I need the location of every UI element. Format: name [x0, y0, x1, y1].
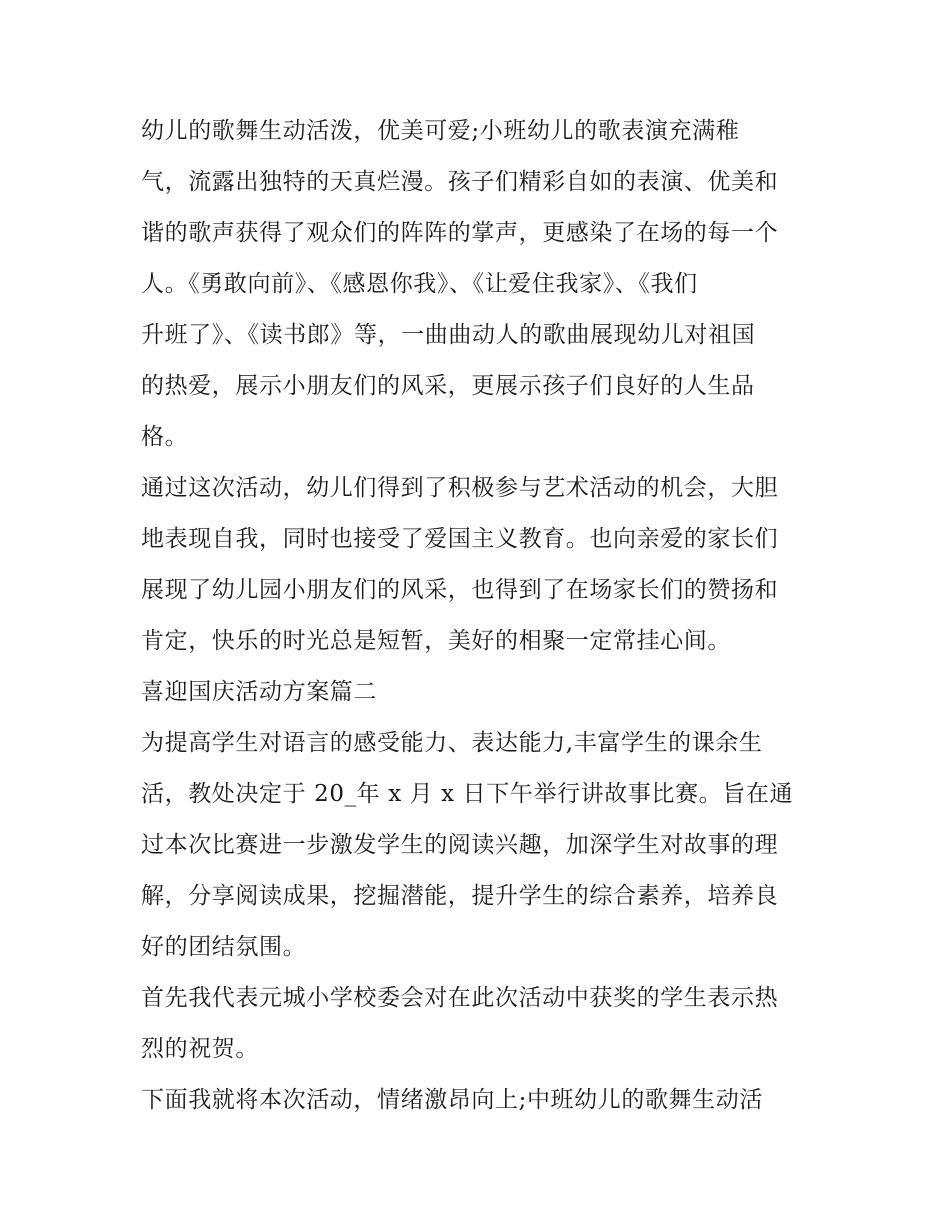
section-heading: 喜迎国庆活动方案篇二: [141, 679, 377, 705]
body-text: [141, 106, 821, 1126]
text-line: 展现了幼儿园小朋友们的风采，也得到了在场家长们的赞扬和: [141, 577, 779, 603]
text-line: 地表现自我，同时也接受了爱国主义教育。也向亲爱的家长们: [141, 526, 779, 552]
text-line: 过本次比赛进一步激发学生的阅读兴趣，加深学生对故事的理: [141, 832, 779, 858]
text-line: 为提高学生对语言的感受能力、表达能力,丰富学生的课余生: [141, 730, 763, 756]
text-line: 下面我就将本次活动，情绪激昂向上;中班幼儿的歌舞生动活: [141, 1087, 763, 1113]
text-line: 升班了》、《读书郎》等，一曲曲动人的歌曲展现幼儿对祖国: [141, 322, 756, 348]
text-line: 通过这次活动，幼儿们得到了积极参与艺术活动的机会，大胆: [141, 475, 779, 501]
text-line: 气，流露出独特的天真烂漫。孩子们精彩自如的表演、优美和: [141, 169, 779, 195]
text-line: 首先我代表元城小学校委会对在此次活动中获奖的学生表示热: [141, 985, 779, 1011]
text-line: 烈的祝贺。: [141, 1036, 259, 1062]
text-line: 肯定，快乐的时光总是短暂，美好的相聚一定常挂心间。: [141, 628, 731, 654]
text-line: 人。《勇敢向前》、《感恩你我》、《让爱住我家》、《我们: [141, 271, 698, 297]
text-line: 解，分享阅读成果，挖掘潜能，提升学生的综合素养，培养良: [141, 883, 779, 909]
text-line: 谐的歌声获得了观众们的阵阵的掌声，更感染了在场的每一个: [141, 220, 779, 246]
text-line: 活，教处决定于 20_年 x 月 x 日下午举行讲故事比赛。旨在通: [141, 781, 794, 807]
text-line: 的热爱，展示小朋友们的风采，更展示孩子们良好的人生品: [141, 373, 755, 399]
text-line: 好的团结氛围。: [141, 934, 307, 960]
text-line: 幼儿的歌舞生动活泼，优美可爱;小班幼儿的歌表演充满稚: [141, 118, 740, 144]
text-line: 格。: [141, 424, 189, 450]
